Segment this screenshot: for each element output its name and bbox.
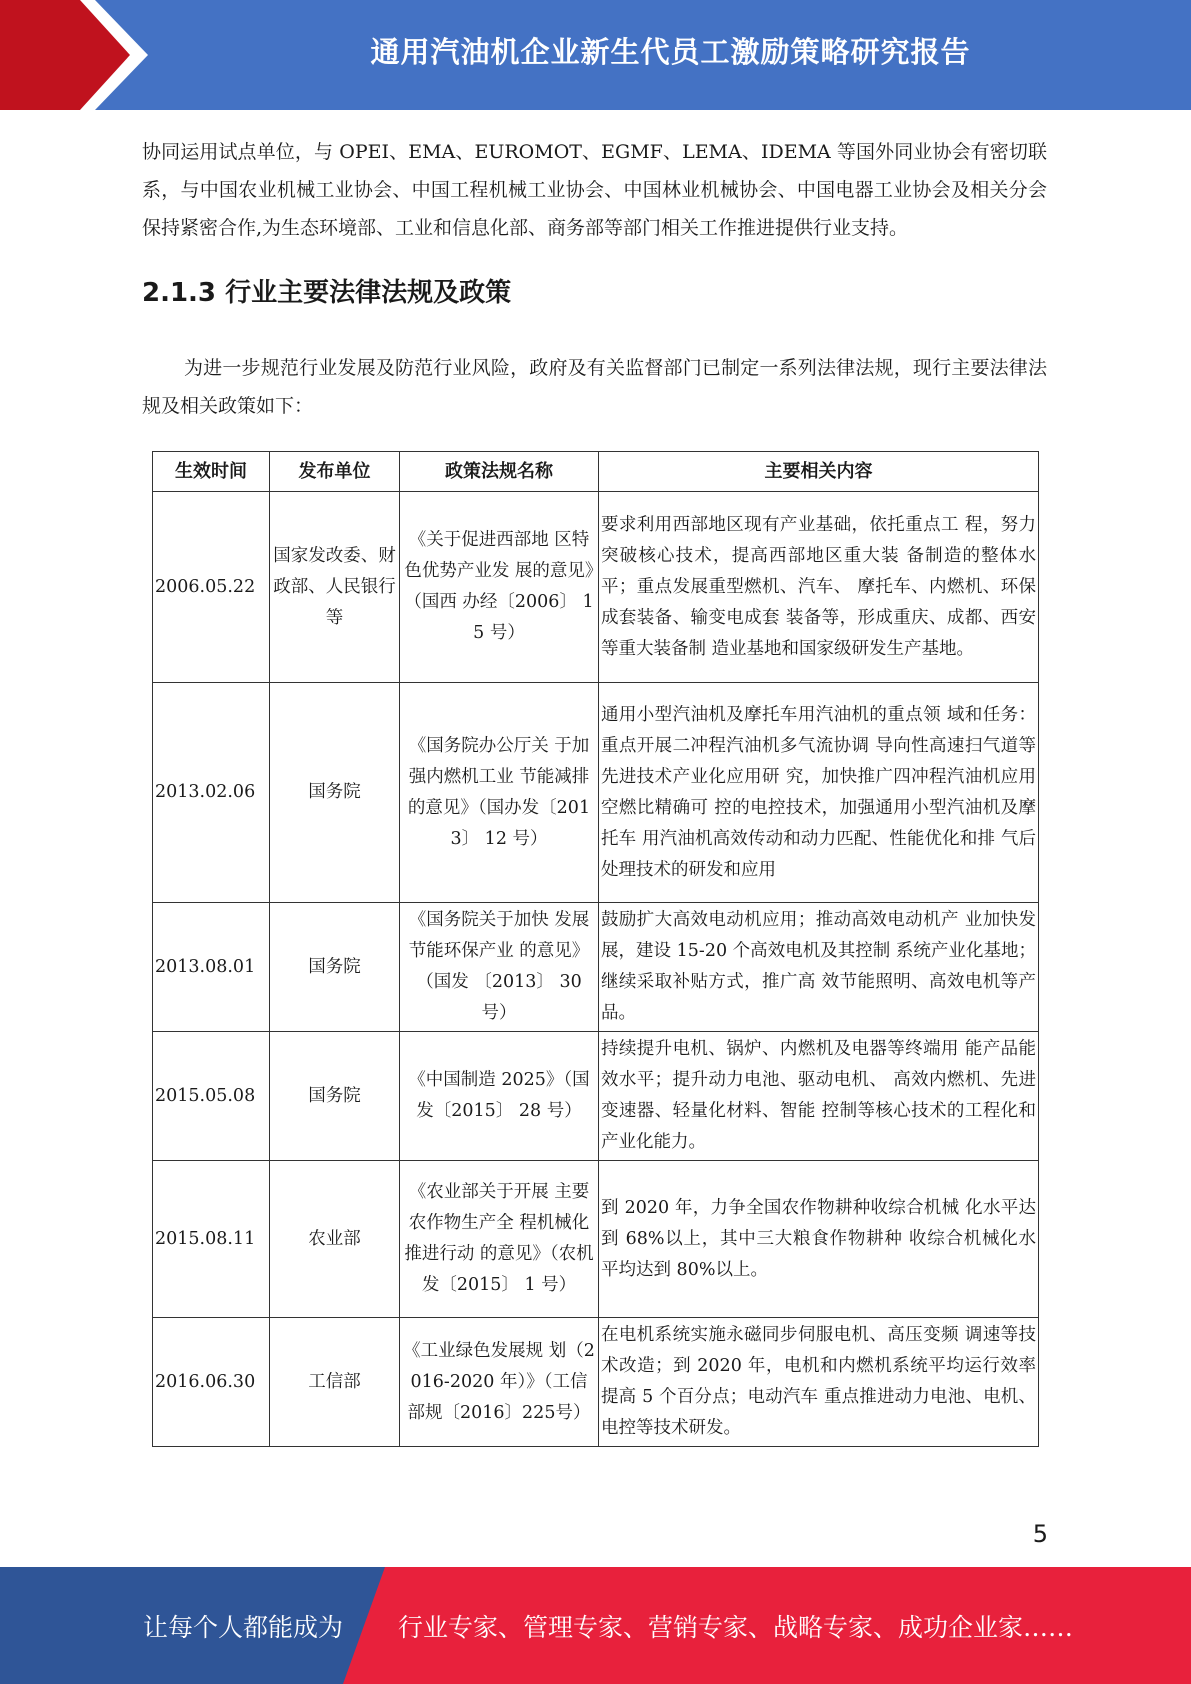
table-row <box>153 1032 1039 1161</box>
cell-org: 国务院 <box>270 903 400 1032</box>
cell-name: 《工业绿色发展规 划（2016-2020 年）》（工信部规〔2016〕225号） <box>400 1318 599 1447</box>
cell-date: 2013.08.01 <box>153 903 270 1032</box>
cell-date: 2015.05.08 <box>153 1032 270 1161</box>
footer-slogan-right: 行业专家、管理专家、营销专家、战略专家、成功企业家…… <box>398 1612 1074 1642</box>
column-header-content: 主要相关内容 <box>599 452 1039 492</box>
table-row <box>153 1161 1039 1318</box>
cell-date: 2015.08.11 <box>153 1161 270 1318</box>
cell-content: 鼓励扩大高效电动机应用；推动高效电动机产 业加快发展，建设 15-20 个高效电机及其控制 系统产业化基地；继续采取补贴方式，推广高 效节能照明、高效电机等产品。 <box>599 903 1039 1032</box>
cell-name: 《关于促进西部地 区特色优势产业发 展的意见》（国西 办经〔2006〕 15 号） <box>400 492 599 683</box>
cell-content: 持续提升电机、锅炉、内燃机及电器等终端用 能产品能效水平；提升动力电池、驱动电机、 高效内燃机、先进变速器、轻量化材料、智能 控制等核心技术的工程化和产业化能力。 <box>599 1032 1039 1161</box>
cell-org: 国家发改委、财政部、人民银行等 <box>270 492 400 683</box>
cell-content: 在电机系统实施永磁同步伺服电机、高压变频 调速等技术改造；到 2020 年，电机和内燃机系统平均运行效率提高 5 个百分点；电动汽车 重点推进动力电池、电机、电控等技术研发。 <box>599 1318 1039 1447</box>
column-header-date: 生效时间 <box>153 452 270 492</box>
cell-content: 要求利用西部地区现有产业基础，依托重点工 程，努力突破核心技术，提高西部地区重大装 备制造的整体水平；重点发展重型燃机、汽车、 摩托车、内燃机、环保成套装备、输变电成套 装备等，形成重庆、成都、西安等重大装备制 造业基地和国家级研发生产基地。 <box>599 492 1039 683</box>
footer-slogan-left: 让每个人都能成为 <box>143 1612 344 1642</box>
column-header-name: 政策法规名称 <box>400 452 599 492</box>
table-row <box>153 903 1039 1032</box>
cell-name: 《国务院关于加快 发展节能环保产业 的意见》（国发 〔2013〕 30 号） <box>400 903 599 1032</box>
cell-org: 工信部 <box>270 1318 400 1447</box>
cell-name: 《中国制造 2025》（国发〔2015〕 28 号） <box>400 1032 599 1161</box>
intro-paragraph: 协同运用试点单位，与 OPEI、EMA、EUROMOT、EGMF、LEMA、IDEMA 等国外同业协会有密切联系，与中国农业机械工业协会、中国工程机械工业协会、中国林业机械协会、中国电器工业协会及相关分会保持紧密合作,为生态环境部、工业和信息化部、商务部等部门相关工作推进提供行业支持。 <box>142 141 1047 239</box>
table-row <box>153 683 1039 903</box>
cell-date: 2013.02.06 <box>153 683 270 903</box>
cell-name: 《农业部关于开展 主要农作物生产全 程机械化推进行动 的意见》（农机发〔2015〕 1 号） <box>400 1161 599 1318</box>
document-title: 通用汽油机企业新生代员工激励策略研究报告 <box>370 34 971 69</box>
policy-intro-paragraph: 为进一步规范行业发展及防范行业风险，政府及有关监督部门已制定一系列法律法规，现行主要法律法规及相关政策如下： <box>142 357 1047 417</box>
cell-content: 到 2020 年，力争全国农作物耕种收综合机械 化水平达到 68%以上，其中三大粮食作物耕种 收综合机械化水平均达到 80%以上。 <box>599 1161 1039 1318</box>
page-footer <box>0 1567 1191 1684</box>
table-header-row <box>153 452 1039 492</box>
cell-org: 农业部 <box>270 1161 400 1318</box>
cell-content: 通用小型汽油机及摩托车用汽油机的重点领 域和任务：重点开展二冲程汽油机多气流协调 导向性高速扫气道等先进技术产业化应用研 究，加快推广四冲程汽油机应用空燃比精确可 控的电控技术，加强通用小型汽油机及摩托车 用汽油机高效传动和动力匹配、性能优化和排 气后处理技术的研发和应用 <box>599 683 1039 903</box>
column-header-org: 发布单位 <box>270 452 400 492</box>
cell-org: 国务院 <box>270 683 400 903</box>
policy-table <box>152 451 1039 1447</box>
cell-date: 2016.06.30 <box>153 1318 270 1447</box>
section-heading: 2.1.3 行业主要法律法规及政策 <box>142 278 512 308</box>
cell-date: 2006.05.22 <box>153 492 270 683</box>
page-number: 5 <box>1032 1520 1048 1548</box>
cell-name: 《国务院办公厅关 于加强内燃机工业 节能减排的意见》（国办发〔2013〕 12 号） <box>400 683 599 903</box>
table-row <box>153 1318 1039 1447</box>
page-header <box>0 0 1191 110</box>
cell-org: 国务院 <box>270 1032 400 1161</box>
table-row <box>153 492 1039 683</box>
